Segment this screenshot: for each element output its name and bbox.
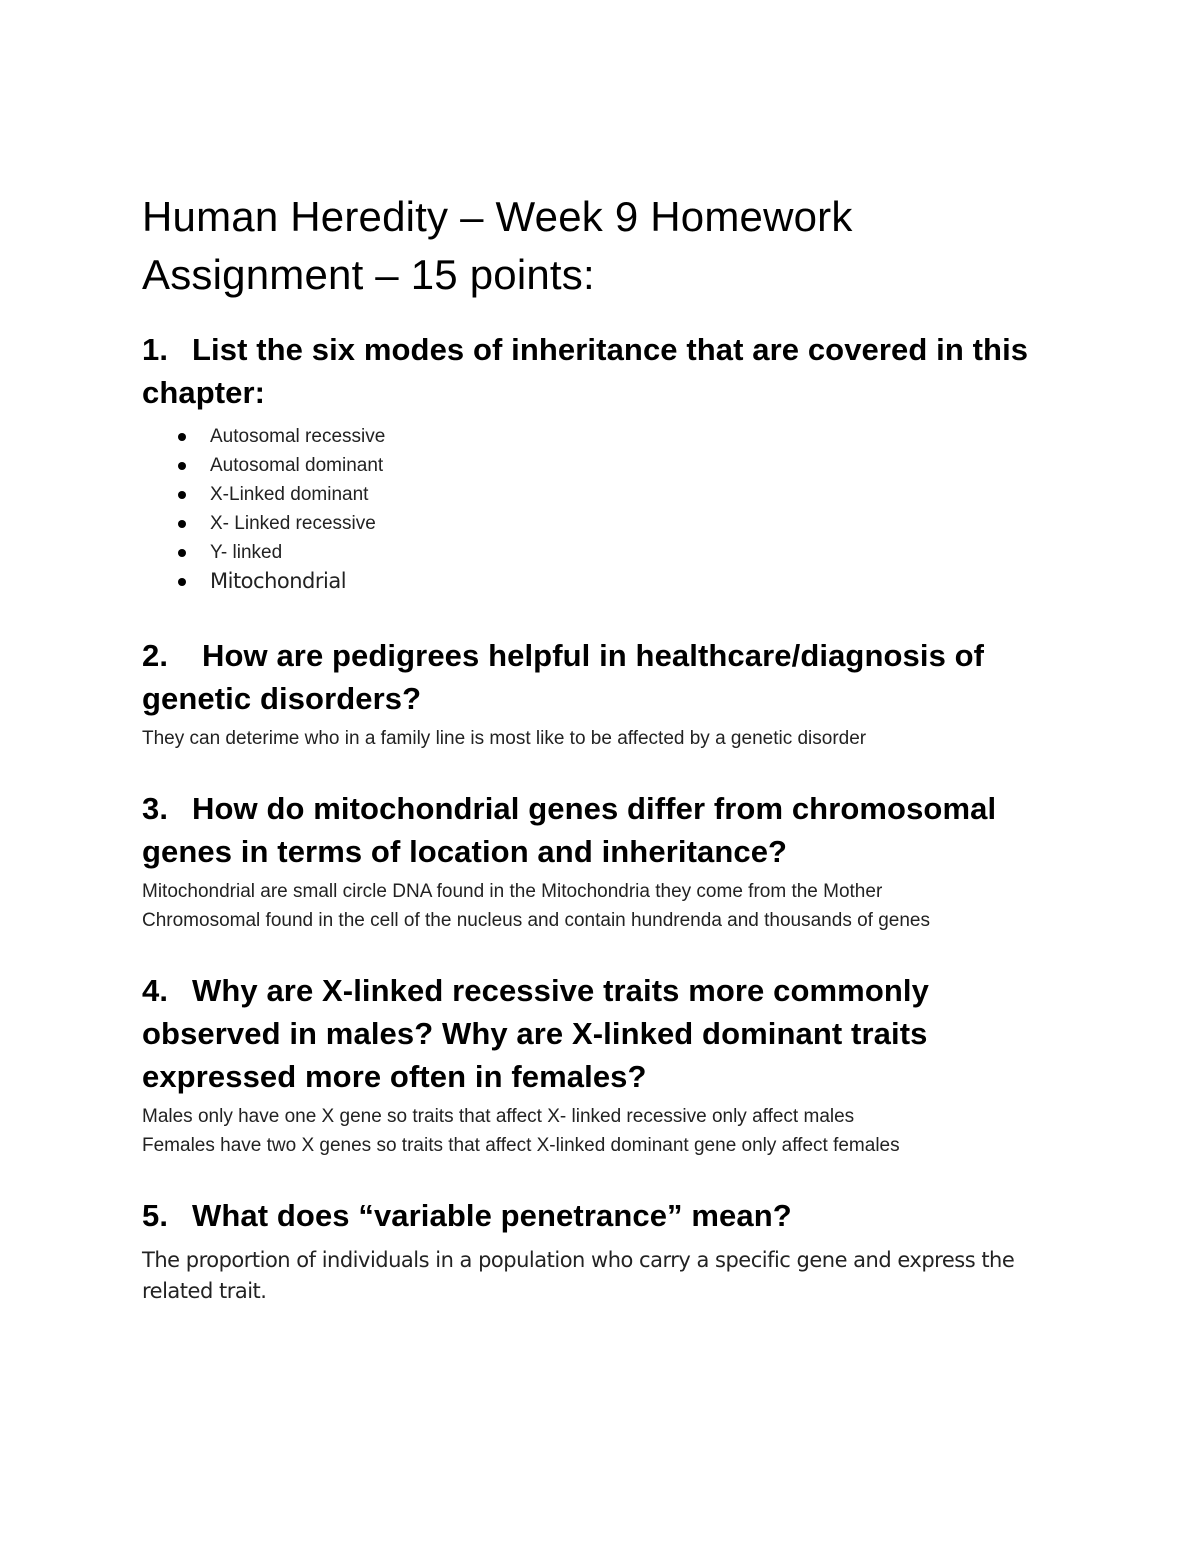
question-number: 3. [142, 791, 169, 826]
question-number: 1. [142, 332, 169, 367]
question-number: 2. [142, 638, 169, 673]
question-number: 5. [142, 1198, 169, 1233]
question-4 [142, 969, 1072, 1160]
bullet-icon [178, 578, 186, 586]
question-text: Why are X-linked recessive traits more commonly observed in males? Why are X-linked dominant traits expressed more often in females? [142, 973, 929, 1094]
bullet-icon [178, 520, 186, 528]
document-title [142, 188, 1072, 304]
question-text: What does “variable penetrance” mean? [192, 1198, 792, 1233]
answer-line: Males only have one X gene so traits that affect X- linked recessive only affect males [142, 1106, 855, 1127]
answer-line: Mitochondrial are small circle DNA found in the Mitochondria they come from the Mother [142, 881, 883, 902]
question-2 [142, 634, 1072, 753]
list-item: Mitochondrial [178, 567, 1072, 596]
answer-line: The proportion of individuals in a population who carry a specific gene and express the related trait. [142, 1248, 1015, 1303]
bullet-icon [178, 549, 186, 557]
list-item: Y- linked [178, 538, 1072, 567]
question-text: How are pedigrees helpful in healthcare/diagnosis of genetic disorders? [142, 638, 985, 716]
question-1 [142, 328, 1072, 596]
question-4-heading [142, 969, 1072, 1098]
answer-line: Females have two X genes so traits that affect X-linked dominant gene only affect females [142, 1135, 900, 1156]
bullet-icon [178, 433, 186, 441]
question-text: How do mitochondrial genes differ from chromosomal genes in terms of location and inheritance? [142, 791, 997, 869]
question-3-heading [142, 787, 1072, 873]
bullet-icon [178, 491, 186, 499]
question-3 [142, 787, 1072, 935]
inheritance-modes-list [142, 422, 1072, 596]
answer-line: Chromosomal found in the cell of the nucleus and contain hundrenda and thousands of genes [142, 910, 930, 931]
list-item: X- Linked recessive [178, 509, 1072, 538]
list-item: X-Linked dominant [178, 480, 1072, 509]
question-number: 4. [142, 973, 169, 1008]
title-line-2: Assignment – 15 points: [142, 251, 595, 298]
document-page [142, 188, 1072, 1335]
answer-line: They can deterime who in a family line is most like to be affected by a genetic disorder [142, 728, 867, 749]
list-item: Autosomal dominant [178, 451, 1072, 480]
list-item: Autosomal recessive [178, 422, 1072, 451]
bullet-icon [178, 462, 186, 470]
question-text: List the six modes of inheritance that are covered in this chapter: [142, 332, 1029, 410]
question-2-heading [142, 634, 1072, 720]
question-5-heading [142, 1194, 1072, 1237]
question-1-heading [142, 328, 1072, 414]
title-line-1: Human Heredity – Week 9 Homework [142, 193, 853, 240]
question-5 [142, 1194, 1072, 1307]
